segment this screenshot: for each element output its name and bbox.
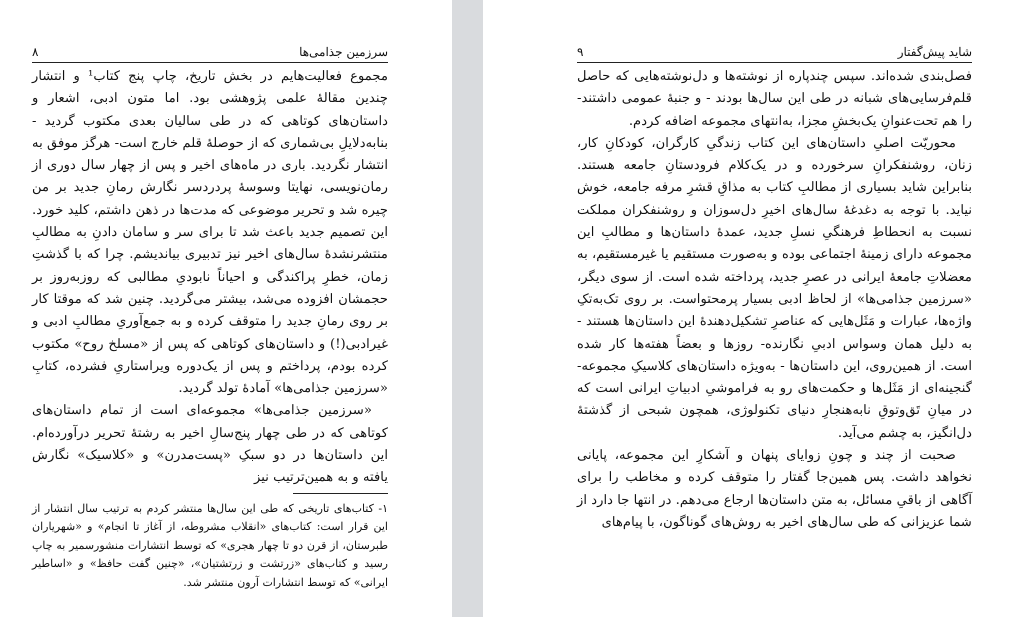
footnote-separator	[293, 493, 388, 494]
page-number: ۸	[32, 45, 39, 59]
paragraph: مجموع فعالیت‌هایم در بخش تاریخ، چاپ پنج کتاب¹ و انتشار چندین مقالهٔ علمی پژوهشی بود. اما متون ادبی، اشعار و داستان‌های کوتاهی که در طی سالیان بعدی مکتوب گردید - بنابه‌دلایلِ بی‌شماری که از حوصلهٔ قلم خارج است- هرگز موفق به انتشار نگردید. باری در ماه‌های اخیر و پس از چهار سال دوری از رمان‌نویسی، نهایتا وسوسهٔ پردردسر نگارش رمانِ جدید بر من چیره شد و تحریر موضوعی که مدت‌ها در ذهن داشتم، کلید خورد. این تصمیم جدید باعث شد تا برای سر و سامان دادنِ به مطالبِ منتشرنشدهٔ سال‌های اخیر نیز تدبیری بیاندیشم. چرا که با گذشتِ زمان، خطرِ پراکندگی و احیاناً نابودیِ مطالبی که روزبه‌روز بر حجمشان افزوده می‌شد، بیشتر می‌گردید. چنین شد که موقتا کار بر روی رمانِ جدید را متوقف کرده و به جمع‌آوریِ مطالبِ ادبی و غیرادبی(!) و داستان‌های کوتاهی که پس از «مسلخ روح» مکتوب کرده بودم، پرداختم و پس از یک‌دوره ویراستاریِ فشرده، کتابِ «سرزمین جذامی‌ها» آمادهٔ تولد گردید.	[32, 69, 389, 397]
paragraph: «سرزمین جذامی‌ها» مجموعه‌ای است از تمام داستان‌های کوتاهی که در طی چهار پنج‌سالِ اخیر به رشتهٔ تحریر درآورده‌ام. این داستان‌ها در دو سبکِ «پست‌مدرن» و «کلاسیک» نگارش یافته و به همین‌ترتیب نیز	[32, 403, 388, 486]
right-page	[483, 0, 1024, 617]
paragraph: صحبت از چند و چونِ زوایای پنهان و آشکارِ این مجموعه، پایانی نخواهد داشت. پس همین‌جا گفتار را متوقف کرده و مخاطب را برای آگاهی از باقیِ مسائل، به متن داستان‌ها ارجاع می‌دهم. در انتها جا دارد از شما عزیزانی که طی سال‌های اخیر به روش‌های گوناگون، با پیام‌های	[577, 448, 972, 530]
page-gap	[452, 0, 483, 617]
paragraph: محوریّت اصلیِ داستان‌های این کتاب زندگیِ کارگران، کودکانِ کار، زنان، روشنفکرانِ سرخورده و در یک‌کلام فرودستانِ جامعه هستند. بنابراین شاید بسیاری از مطالبِ کتاب به مذاقِ قشرِ مرفه جامعه، خوش نیاید. با توجه به دغدغهٔ سال‌های اخیرِ دل‌سوزان و روشنفکران مملکت نسبت به انحطاطِ فرهنگیِ نسلِ جدید، عمدهٔ داستان‌ها و مطالبِ این مجموعه دارای زمینهٔ اجتماعی بوده و به‌صورت مستقیم یا غیرمستقیم، به معضلاتِ جامعهٔ ایرانی در عصرِ جدید، پرداخته شده است. از سوی دیگر، «سرزمین جذامی‌ها» از لحاظ ادبی بسیار پرمحتواست. بر روی تک‌به‌تکِ واژه‌ها، عبارات و مَثَل‌هایی که عناصرِ تشکیل‌دهندهٔ این داستان‌ها هستند - به دلیل همان وسواس ادبیِ نگارنده- روزها و بعضاً هفته‌ها کار شده است. از همین‌روی، این داستان‌ها - به‌ویژه داستان‌های کلاسیکِ مجموعه- گنجینه‌ای از مَثَل‌ها و حکمت‌های رو به فراموشیِ ادبیاتِ ایرانی است که در میانِ تَق‌وتوقِ نابه‌هنجارِ دنیای تکنولوژی، همچون شبحی از گذشتهٔ دل‌انگیز، به چشم می‌آید.	[577, 135, 972, 441]
paragraph: فصل‌بندی شده‌اند. سپس چندپاره از نوشته‌ها و دل‌نوشته‌هایی که حاصل قلم‌فرسایی‌های شبانه در طی این سال‌ها بودند - و جنبهٔ عمومی داشتند- را هم تحت‌عنوانِ یک‌بخشِ مجزا، به‌انتهای مجموعه اضافه کردم.	[577, 69, 972, 129]
left-page-body	[32, 66, 388, 490]
left-page-content	[32, 0, 389, 589]
page-number: ۹	[577, 45, 584, 59]
right-page-body	[577, 66, 972, 534]
right-page-header	[577, 44, 972, 63]
running-title: سرزمین جذامی‌ها	[299, 45, 388, 59]
right-page-content	[577, 0, 972, 534]
left-page-header	[32, 44, 388, 63]
left-page	[0, 0, 452, 617]
footnote: ۱- کتاب‌های تاریخی که طی این سال‌ها منتشر کردم به ترتیب سال انتشار از این قرار است: کتاب‌های «انقلاب مشروطه، از آغاز تا انجام» و «شهریاران طبرستان، از قرن دو تا چهار هجری» که توسط انتشارات منشورسمیر به چاپ رسید و کتاب‌های «زرتشت و زرتشتیان»، «چنین گفت حافظ» و «اساطیر ایرانی» که توسط انتشارات آرون منتشر شد.	[32, 502, 388, 589]
running-title: شاید پیش‌گفتار	[897, 45, 972, 59]
